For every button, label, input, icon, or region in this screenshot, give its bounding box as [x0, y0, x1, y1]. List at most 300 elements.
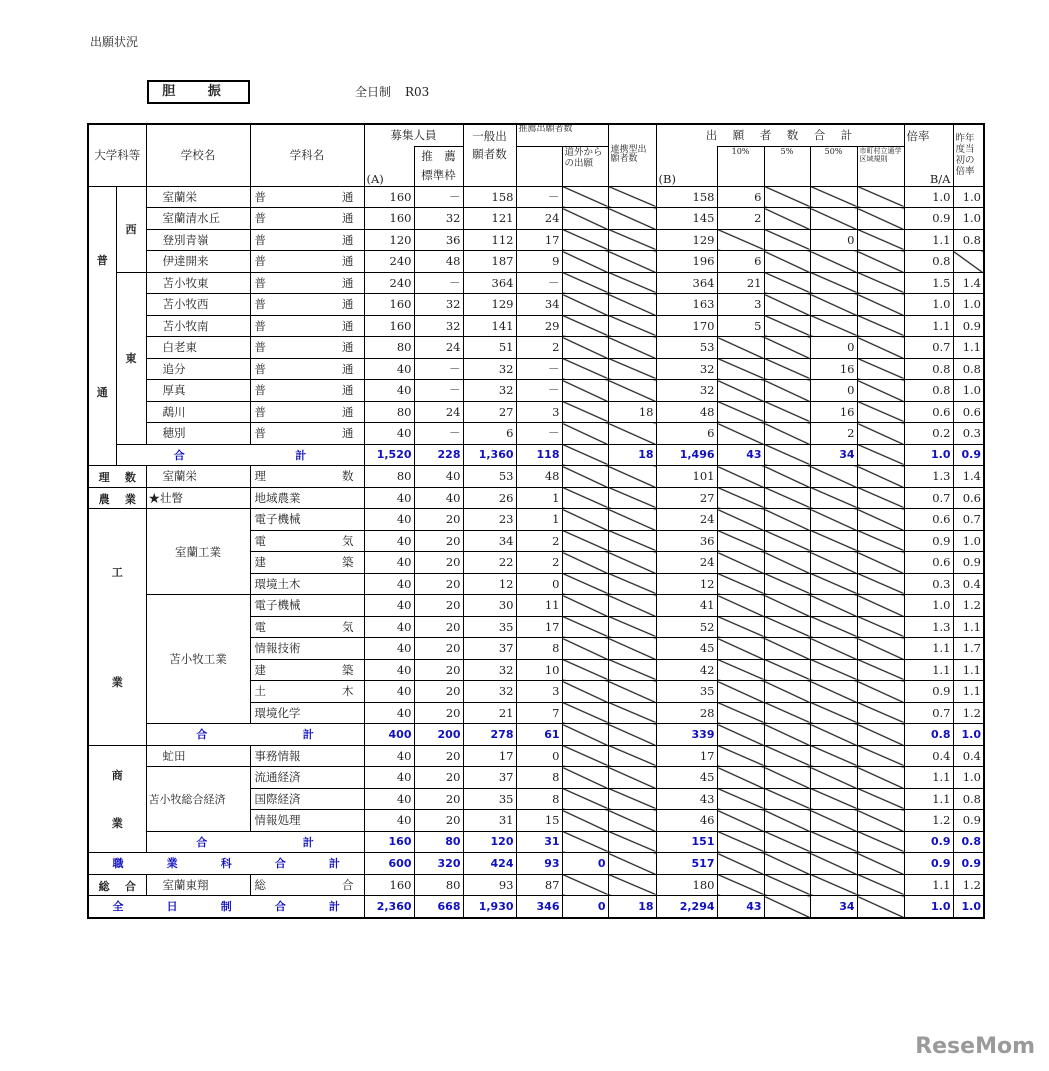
- pct10-cell: [717, 423, 764, 445]
- general-applicants-cell: 53: [463, 466, 516, 488]
- department-name: [250, 337, 364, 359]
- general-applicants-cell: 32: [463, 380, 516, 402]
- header-total-b: (B): [656, 146, 717, 186]
- general-applicants-cell: 32: [463, 681, 516, 703]
- department-text: 通: [342, 340, 354, 355]
- rec-quota-cell: 228: [414, 444, 463, 466]
- linked-applicants-cell: [608, 767, 656, 789]
- municipal-cell: [857, 294, 904, 316]
- school-name: 室蘭栄: [146, 466, 250, 488]
- last-year-ratio-cell: 1.7: [953, 638, 984, 660]
- table-row: [88, 251, 984, 273]
- pct10-cell: [717, 552, 764, 574]
- linked-applicants-cell: [608, 595, 656, 617]
- total-row: [88, 724, 984, 746]
- total-applicants-cell: 196: [656, 251, 717, 273]
- rec-applicants-cell: 7: [516, 702, 562, 724]
- school-name: 登別青嶺: [146, 229, 250, 251]
- department-text: 建: [254, 662, 266, 677]
- outside-applicants-cell: [562, 573, 608, 595]
- total-applicants-cell: 12: [656, 573, 717, 595]
- rec-applicants-cell: 1: [516, 487, 562, 509]
- pct50-cell: [810, 745, 857, 767]
- total-applicants-cell: 517: [656, 853, 717, 875]
- pct5-cell: [764, 294, 810, 316]
- department-text: 普: [254, 404, 266, 419]
- total-label-char: 計: [328, 900, 340, 914]
- pct5-cell: [764, 229, 810, 251]
- general-applicants-cell: 141: [463, 315, 516, 337]
- capacity-cell: 80: [364, 401, 414, 423]
- rec-quota-cell: 80: [414, 874, 463, 896]
- municipal-cell: [857, 874, 904, 896]
- rec-quota-cell: 20: [414, 530, 463, 552]
- municipal-cell: [857, 423, 904, 445]
- category-risu: [88, 466, 146, 488]
- pct10-cell: [717, 831, 764, 853]
- pct50-cell: 34: [810, 444, 857, 466]
- municipal-cell: [857, 702, 904, 724]
- pct5-cell: [764, 186, 810, 208]
- application-table: [87, 123, 985, 919]
- last-year-ratio-cell: 0.9: [953, 810, 984, 832]
- category-nogyo-text: [91, 491, 144, 505]
- total-label-char: 制: [220, 900, 232, 914]
- category-char: 農: [98, 492, 110, 506]
- rec-applicants-cell: 24: [516, 208, 562, 230]
- outside-applicants-cell: [562, 788, 608, 810]
- department-text: 気: [342, 533, 354, 548]
- rec-quota-cell: 20: [414, 810, 463, 832]
- municipal-cell: [857, 229, 904, 251]
- pct10-cell: 21: [717, 272, 764, 294]
- capacity-cell: 120: [364, 229, 414, 251]
- capacity-cell: 40: [364, 659, 414, 681]
- pct5-cell: [764, 337, 810, 359]
- total-label-char: 科: [220, 857, 232, 871]
- general-applicants-cell: 37: [463, 767, 516, 789]
- ratio-cell: 1.0: [904, 444, 953, 466]
- outside-applicants-cell: [562, 423, 608, 445]
- rec-quota-cell: 20: [414, 767, 463, 789]
- system-label: 全日制: [355, 85, 392, 99]
- total-applicants-cell: 145: [656, 208, 717, 230]
- department-name: [250, 702, 364, 724]
- pct10-cell: [717, 530, 764, 552]
- pct50-cell: [810, 272, 857, 294]
- category-shogyo-text: [91, 751, 144, 846]
- general-applicants-cell: 32: [463, 358, 516, 380]
- ratio-cell: 1.1: [904, 315, 953, 337]
- pct10-cell: [717, 724, 764, 746]
- subcategory-east: [116, 272, 146, 444]
- header-municipal: 市町村立通学区域規則: [857, 146, 904, 186]
- ratio-cell: 0.6: [904, 552, 953, 574]
- header-10pct: 10%: [717, 146, 764, 186]
- pct5-cell: [764, 788, 810, 810]
- pct50-cell: [810, 487, 857, 509]
- linked-applicants-cell: [608, 208, 656, 230]
- total-label-char: 日: [166, 900, 178, 914]
- linked-applicants-cell: [608, 638, 656, 660]
- municipal-cell: [857, 552, 904, 574]
- ratio-cell: 1.5: [904, 272, 953, 294]
- rec-applicants-cell: 8: [516, 788, 562, 810]
- table-row: [88, 358, 984, 380]
- rec-applicants-cell: －: [516, 358, 562, 380]
- table-row: [88, 294, 984, 316]
- pct10-cell: 43: [717, 896, 764, 918]
- department-name: [250, 616, 364, 638]
- pct50-cell: [810, 616, 857, 638]
- ratio-cell: 1.1: [904, 874, 953, 896]
- pct10-cell: 6: [717, 251, 764, 273]
- rec-quota-cell: －: [414, 423, 463, 445]
- last-year-ratio-cell: 1.4: [953, 272, 984, 294]
- total-label-char: 計: [302, 728, 314, 742]
- rec-quota-cell: 32: [414, 294, 463, 316]
- school-name: 苫小牧総合経済: [146, 767, 250, 832]
- school-name: 室蘭工業: [146, 509, 250, 595]
- pct50-cell: [810, 208, 857, 230]
- table-row: [88, 401, 984, 423]
- rec-applicants-cell: 2: [516, 552, 562, 574]
- pct50-cell: [810, 788, 857, 810]
- outside-applicants-cell: 0: [562, 853, 608, 875]
- rec-quota-cell: 48: [414, 251, 463, 273]
- table-row: [88, 380, 984, 402]
- linked-applicants-cell: [608, 810, 656, 832]
- capacity-cell: 40: [364, 767, 414, 789]
- pct10-cell: [717, 810, 764, 832]
- outside-applicants-cell: [562, 659, 608, 681]
- ratio-cell: 1.0: [904, 896, 953, 918]
- rec-quota-cell: －: [414, 186, 463, 208]
- school-name: 苫小牧南: [146, 315, 250, 337]
- capacity-cell: 40: [364, 616, 414, 638]
- linked-applicants-cell: [608, 745, 656, 767]
- department-name: [250, 681, 364, 703]
- total-applicants-cell: 24: [656, 509, 717, 531]
- department-text: 通: [342, 232, 354, 247]
- outside-applicants-cell: [562, 186, 608, 208]
- ratio-cell: 1.3: [904, 616, 953, 638]
- municipal-cell: [857, 487, 904, 509]
- rec-quota-cell: 20: [414, 509, 463, 531]
- municipal-cell: [857, 401, 904, 423]
- linked-applicants-cell: [608, 229, 656, 251]
- ratio-cell: 0.8: [904, 724, 953, 746]
- linked-applicants-cell: [608, 831, 656, 853]
- last-year-ratio-cell: 1.4: [953, 466, 984, 488]
- table-row: [88, 337, 984, 359]
- header-last-year: 昨年度当初の倍率: [953, 124, 984, 186]
- rec-applicants-cell: 29: [516, 315, 562, 337]
- ratio-cell: 0.9: [904, 853, 953, 875]
- last-year-ratio-cell: 0.8: [953, 358, 984, 380]
- municipal-cell: [857, 616, 904, 638]
- last-year-ratio-cell: 1.2: [953, 874, 984, 896]
- rec-quota-cell: 20: [414, 552, 463, 574]
- capacity-cell: 40: [364, 530, 414, 552]
- ratio-cell: 1.1: [904, 638, 953, 660]
- total-applicants-cell: 53: [656, 337, 717, 359]
- category-kogyo-text: [91, 516, 144, 737]
- category-char: 理: [98, 471, 110, 485]
- linked-applicants-cell: [608, 573, 656, 595]
- table-row: [88, 466, 984, 488]
- rec-applicants-cell: 118: [516, 444, 562, 466]
- total-applicants-cell: 24: [656, 552, 717, 574]
- watermark-logo: ReseMom: [915, 1034, 1035, 1059]
- ratio-cell: 0.8: [904, 380, 953, 402]
- linked-applicants-cell: [608, 358, 656, 380]
- department-text: 通: [342, 318, 354, 333]
- school-name: 室蘭清水丘: [146, 208, 250, 230]
- department-text: 合: [342, 877, 354, 892]
- linked-applicants-cell: 18: [608, 444, 656, 466]
- last-year-ratio-cell: 0.6: [953, 401, 984, 423]
- general-applicants-cell: 35: [463, 788, 516, 810]
- pct10-cell: 5: [717, 315, 764, 337]
- last-year-ratio-cell: 0.6: [953, 487, 984, 509]
- school-name: 白老東: [146, 337, 250, 359]
- department-text: 建: [254, 555, 266, 570]
- pct5-cell: [764, 380, 810, 402]
- category-char: 工: [111, 565, 123, 579]
- pct50-cell: [810, 315, 857, 337]
- pct10-cell: [717, 487, 764, 509]
- rec-quota-cell: －: [414, 272, 463, 294]
- capacity-cell: 40: [364, 509, 414, 531]
- linked-applicants-cell: 18: [608, 896, 656, 918]
- department-name: [250, 272, 364, 294]
- general-applicants-cell: 27: [463, 401, 516, 423]
- total-applicants-cell: 32: [656, 380, 717, 402]
- municipal-cell: [857, 788, 904, 810]
- linked-applicants-cell: [608, 702, 656, 724]
- school-name: 厚真: [146, 380, 250, 402]
- pct10-cell: [717, 573, 764, 595]
- last-year-ratio-cell: 1.0: [953, 724, 984, 746]
- outside-applicants-cell: [562, 810, 608, 832]
- last-year-ratio-cell: 0.3: [953, 423, 984, 445]
- department-name: [250, 767, 364, 789]
- school-name: 鵡川: [146, 401, 250, 423]
- department-text: 電: [254, 533, 266, 548]
- outside-applicants-cell: [562, 681, 608, 703]
- total-applicants-cell: 6: [656, 423, 717, 445]
- pct50-cell: [810, 294, 857, 316]
- department-name: [250, 229, 364, 251]
- category-kogyo: [88, 509, 146, 746]
- ratio-cell: 1.2: [904, 810, 953, 832]
- total-applicants-cell: 170: [656, 315, 717, 337]
- department-text: 数: [342, 469, 354, 484]
- rec-applicants-cell: 1: [516, 509, 562, 531]
- capacity-cell: 40: [364, 380, 414, 402]
- pct5-cell: [764, 552, 810, 574]
- outside-applicants-cell: [562, 616, 608, 638]
- pct5-cell: [764, 466, 810, 488]
- outside-applicants-cell: [562, 767, 608, 789]
- header-rec-count: [516, 146, 562, 186]
- category-char: 業: [111, 816, 123, 830]
- municipal-cell: [857, 853, 904, 875]
- department-text: 普: [254, 426, 266, 441]
- ratio-cell: 0.4: [904, 745, 953, 767]
- last-year-ratio-cell: 0.8: [953, 831, 984, 853]
- school-name: 穂別: [146, 423, 250, 445]
- pct50-cell: 34: [810, 896, 857, 918]
- total-applicants-cell: 48: [656, 401, 717, 423]
- linked-applicants-cell: 18: [608, 401, 656, 423]
- capacity-cell: 600: [364, 853, 414, 875]
- rec-applicants-cell: －: [516, 272, 562, 294]
- pct10-cell: 6: [717, 186, 764, 208]
- outside-applicants-cell: [562, 745, 608, 767]
- last-year-ratio-cell: [953, 251, 984, 273]
- total-label: [146, 831, 364, 853]
- header-50pct: 50%: [810, 146, 857, 186]
- general-applicants-cell: 34: [463, 530, 516, 552]
- department-text: 通: [342, 275, 354, 290]
- department-text: 総: [254, 877, 266, 892]
- category-char: 合: [124, 879, 136, 893]
- rec-quota-cell: 24: [414, 401, 463, 423]
- department-text: 通: [342, 383, 354, 398]
- pct50-cell: [810, 552, 857, 574]
- last-year-ratio-cell: 0.4: [953, 745, 984, 767]
- category-char: 数: [124, 471, 136, 485]
- rec-applicants-cell: 9: [516, 251, 562, 273]
- ratio-cell: 0.9: [904, 681, 953, 703]
- total-applicants-cell: 151: [656, 831, 717, 853]
- header-rec-applicants: 推薦出願者数: [516, 124, 608, 146]
- municipal-cell: [857, 896, 904, 918]
- ratio-cell: 1.0: [904, 595, 953, 617]
- department-text: 土: [254, 684, 266, 699]
- rec-quota-cell: 200: [414, 724, 463, 746]
- rec-applicants-cell: 3: [516, 401, 562, 423]
- department-name: [250, 788, 364, 810]
- pct10-cell: [717, 702, 764, 724]
- rec-applicants-cell: 11: [516, 595, 562, 617]
- capacity-cell: 80: [364, 337, 414, 359]
- header-general-bottom: 願者数: [463, 146, 516, 186]
- department-name: [250, 208, 364, 230]
- pct50-cell: [810, 810, 857, 832]
- category-char: 東: [125, 352, 137, 365]
- total-applicants-cell: 36: [656, 530, 717, 552]
- total-applicants-cell: 2,294: [656, 896, 717, 918]
- school-name: 室蘭東翔: [146, 874, 250, 896]
- general-applicants-cell: 32: [463, 659, 516, 681]
- rec-quota-cell: 40: [414, 466, 463, 488]
- table-row: [88, 315, 984, 337]
- pct50-cell: 16: [810, 401, 857, 423]
- department-name: [250, 315, 364, 337]
- rec-applicants-cell: 0: [516, 745, 562, 767]
- ratio-cell: 0.2: [904, 423, 953, 445]
- total-applicants-cell: 339: [656, 724, 717, 746]
- pct5-cell: [764, 444, 810, 466]
- ratio-cell: 0.7: [904, 702, 953, 724]
- ratio-cell: 1.3: [904, 466, 953, 488]
- school-name: 苫小牧西: [146, 294, 250, 316]
- department-text: 普: [254, 340, 266, 355]
- subtitle: [355, 83, 443, 100]
- municipal-cell: [857, 186, 904, 208]
- table-row: [88, 509, 984, 531]
- rec-applicants-cell: 87: [516, 874, 562, 896]
- last-year-ratio-cell: 1.1: [953, 659, 984, 681]
- pct10-cell: [717, 853, 764, 875]
- pct10-cell: 3: [717, 294, 764, 316]
- linked-applicants-cell: [608, 487, 656, 509]
- rec-quota-cell: 20: [414, 788, 463, 810]
- last-year-ratio-cell: 0.9: [953, 552, 984, 574]
- table-row: [88, 595, 984, 617]
- linked-applicants-cell: [608, 337, 656, 359]
- department-text: 情報技術: [254, 641, 301, 656]
- general-applicants-cell: 21: [463, 702, 516, 724]
- last-year-ratio-cell: 1.1: [953, 337, 984, 359]
- pct5-cell: [764, 831, 810, 853]
- pct5-cell: [764, 208, 810, 230]
- grand-total-label: [88, 896, 364, 918]
- rec-applicants-cell: 8: [516, 638, 562, 660]
- linked-applicants-cell: [608, 552, 656, 574]
- total-row: [88, 444, 984, 466]
- capacity-cell: 40: [364, 423, 414, 445]
- capacity-cell: 40: [364, 810, 414, 832]
- rec-applicants-cell: 48: [516, 466, 562, 488]
- capacity-cell: 240: [364, 272, 414, 294]
- total-applicants-cell: 163: [656, 294, 717, 316]
- pct50-cell: [810, 767, 857, 789]
- municipal-cell: [857, 638, 904, 660]
- linked-applicants-cell: [608, 466, 656, 488]
- general-applicants-cell: 6: [463, 423, 516, 445]
- department-text: 事務情報: [254, 748, 301, 763]
- total-applicants-cell: 52: [656, 616, 717, 638]
- page-title: 出願状況: [90, 35, 139, 49]
- general-applicants-cell: 129: [463, 294, 516, 316]
- pct50-cell: 0: [810, 380, 857, 402]
- rec-applicants-cell: 61: [516, 724, 562, 746]
- rec-applicants-cell: 0: [516, 573, 562, 595]
- department-text: 理: [254, 469, 266, 484]
- header-capacity-a: (A): [364, 146, 414, 186]
- outside-applicants-cell: [562, 208, 608, 230]
- department-text: 普: [254, 211, 266, 226]
- pct5-cell: [764, 659, 810, 681]
- linked-applicants-cell: [608, 380, 656, 402]
- total-applicants-cell: 45: [656, 638, 717, 660]
- pct5-cell: [764, 681, 810, 703]
- pct50-cell: [810, 509, 857, 531]
- linked-applicants-cell: [608, 186, 656, 208]
- header-dept: 学科名: [250, 124, 364, 186]
- municipal-cell: [857, 530, 904, 552]
- capacity-cell: 160: [364, 874, 414, 896]
- pct10-cell: [717, 681, 764, 703]
- pct5-cell: [764, 638, 810, 660]
- pct5-cell: [764, 724, 810, 746]
- municipal-cell: [857, 810, 904, 832]
- table-row: [88, 208, 984, 230]
